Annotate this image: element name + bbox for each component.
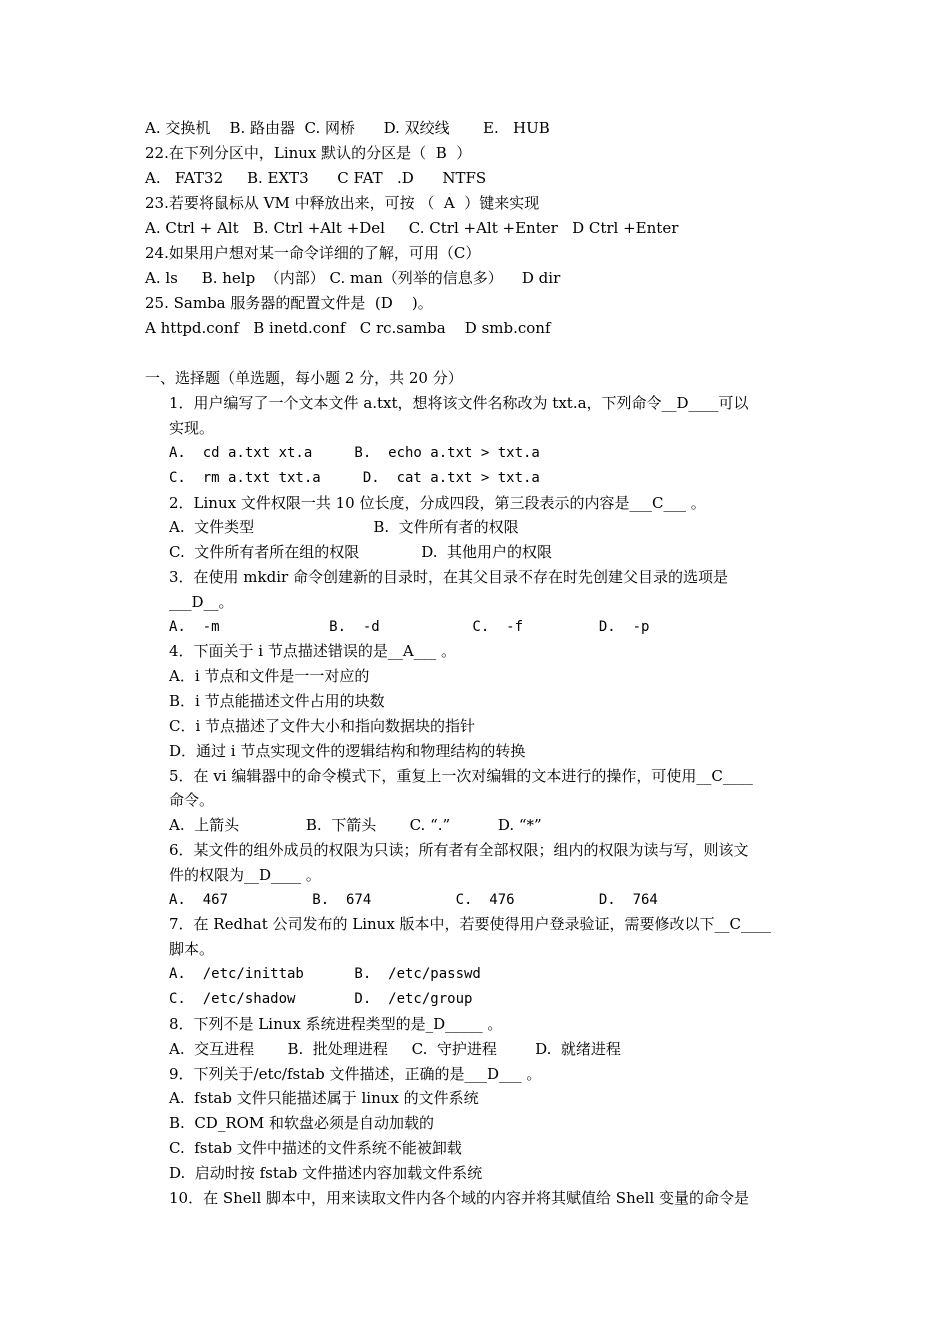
s2-options-ab: A. 文件类型 B. 文件所有者的权限 <box>169 518 519 536</box>
q24-question: 24.如果用户想对某一命令详细的了解，可用（C） <box>145 244 481 262</box>
s7-options-cd: C. /etc/shadow D. /etc/group <box>169 991 473 1007</box>
s7-question-cont: 脚本。 <box>169 940 215 958</box>
s5-question-cont: 命令。 <box>169 791 215 809</box>
s3-question: 3．在使用 mkdir 命令创建新的目录时，在其父目录不存在时先创建父目录的选项是 <box>169 568 728 586</box>
s2-options-cd: C. 文件所有者所在组的权限 D. 其他用户的权限 <box>169 543 553 561</box>
s5-question: 5．在 vi 编辑器中的命令模式下，重复上一次对编辑的文本进行的操作，可使用__C____ <box>169 767 753 785</box>
s3-question-cont: ___D__。 <box>169 593 234 611</box>
s4-option-a: A．i 节点和文件是一一对应的 <box>169 667 370 685</box>
q25-question: 25. Samba 服务器的配置文件是 (D )。 <box>145 294 433 312</box>
s4-option-b: B．i 节点能描述文件占用的块数 <box>169 692 385 710</box>
q23-question: 23.若要将鼠标从 VM 中释放出来，可按 （ A ）键来实现 <box>145 194 540 212</box>
s9-option-b: B. CD_ROM 和软盘必须是自动加载的 <box>169 1114 435 1132</box>
s6-question-cont: 件的权限为__D____ 。 <box>169 866 321 884</box>
s1-question-cont: 实现。 <box>169 419 215 437</box>
q25-options: A httpd.conf B inetd.conf C rc.samba D smb.conf <box>145 319 551 337</box>
s4-question: 4．下面关于 i 节点描述错误的是__A___ 。 <box>169 642 456 660</box>
q23-options: A. Ctrl + Alt B. Ctrl +Alt +Del C. Ctrl +Alt +Enter D Ctrl +Enter <box>145 219 679 237</box>
s1-options-ab: A. cd a.txt xt.a B. echo a.txt > txt.a <box>169 445 540 461</box>
s10-question: 10．在 Shell 脚本中，用来读取文件内各个域的内容并将其赋值给 Shell 变量的命令是 <box>169 1189 749 1207</box>
s8-options: A. 交互进程 B. 批处理进程 C. 守护进程 D. 就绪进程 <box>169 1040 621 1058</box>
s4-option-c: C．i 节点描述了文件大小和指向数据块的指针 <box>169 717 476 735</box>
s1-question: 1．用户编写了一个文本文件 a.txt，想将该文件名称改为 txt.a，下列命令__D____可以 <box>169 394 749 412</box>
s1-options-cd: C. rm a.txt txt.a D. cat a.txt > txt.a <box>169 470 540 486</box>
s9-question: 9．下列关于/etc/fstab 文件描述，正确的是___D___ 。 <box>169 1065 542 1083</box>
s6-options: A. 467 B. 674 C. 476 D. 764 <box>169 892 658 908</box>
q24-options: A. ls B. help （内部） C. man（列举的信息多） D dir <box>145 269 561 287</box>
q21-options: A. 交换机 B. 路由器 C. 网桥 D. 双绞线 E. HUB <box>145 119 550 137</box>
s9-option-c: C. fstab 文件中描述的文件系统不能被卸载 <box>169 1139 462 1157</box>
s9-option-d: D. 启动时按 fstab 文件描述内容加载文件系统 <box>169 1164 483 1182</box>
s6-question: 6．某文件的组外成员的权限为只读；所有者有全部权限；组内的权限为读与写，则该文 <box>169 841 749 859</box>
s7-question: 7．在 Redhat 公司发布的 Linux 版本中，若要使得用户登录验证，需要修改以下__C____ <box>169 915 772 933</box>
s2-question: 2．Linux 文件权限一共 10 位长度，分成四段，第三段表示的内容是___C___ 。 <box>169 494 706 512</box>
s8-question: 8．下列不是 Linux 系统进程类型的是_D_____ 。 <box>169 1015 503 1033</box>
s7-options-ab: A. /etc/inittab B. /etc/passwd <box>169 966 481 982</box>
q22-options: A. FAT32 B. EXT3 C FAT .D NTFS <box>145 169 487 187</box>
s4-option-d: D．通过 i 节点实现文件的逻辑结构和物理结构的转换 <box>169 742 526 760</box>
s5-options: A. 上箭头 B. 下箭头 C. “.” D. “*” <box>169 816 542 834</box>
s9-option-a: A. fstab 文件只能描述属于 linux 的文件系统 <box>169 1089 479 1107</box>
q22-question: 22.在下列分区中，Linux 默认的分区是（ B ） <box>145 144 472 162</box>
section-heading: 一、选择题（单选题，每小题 2 分，共 20 分） <box>145 369 463 387</box>
s3-options: A. -m B. -d C. -f D. -p <box>169 619 650 635</box>
